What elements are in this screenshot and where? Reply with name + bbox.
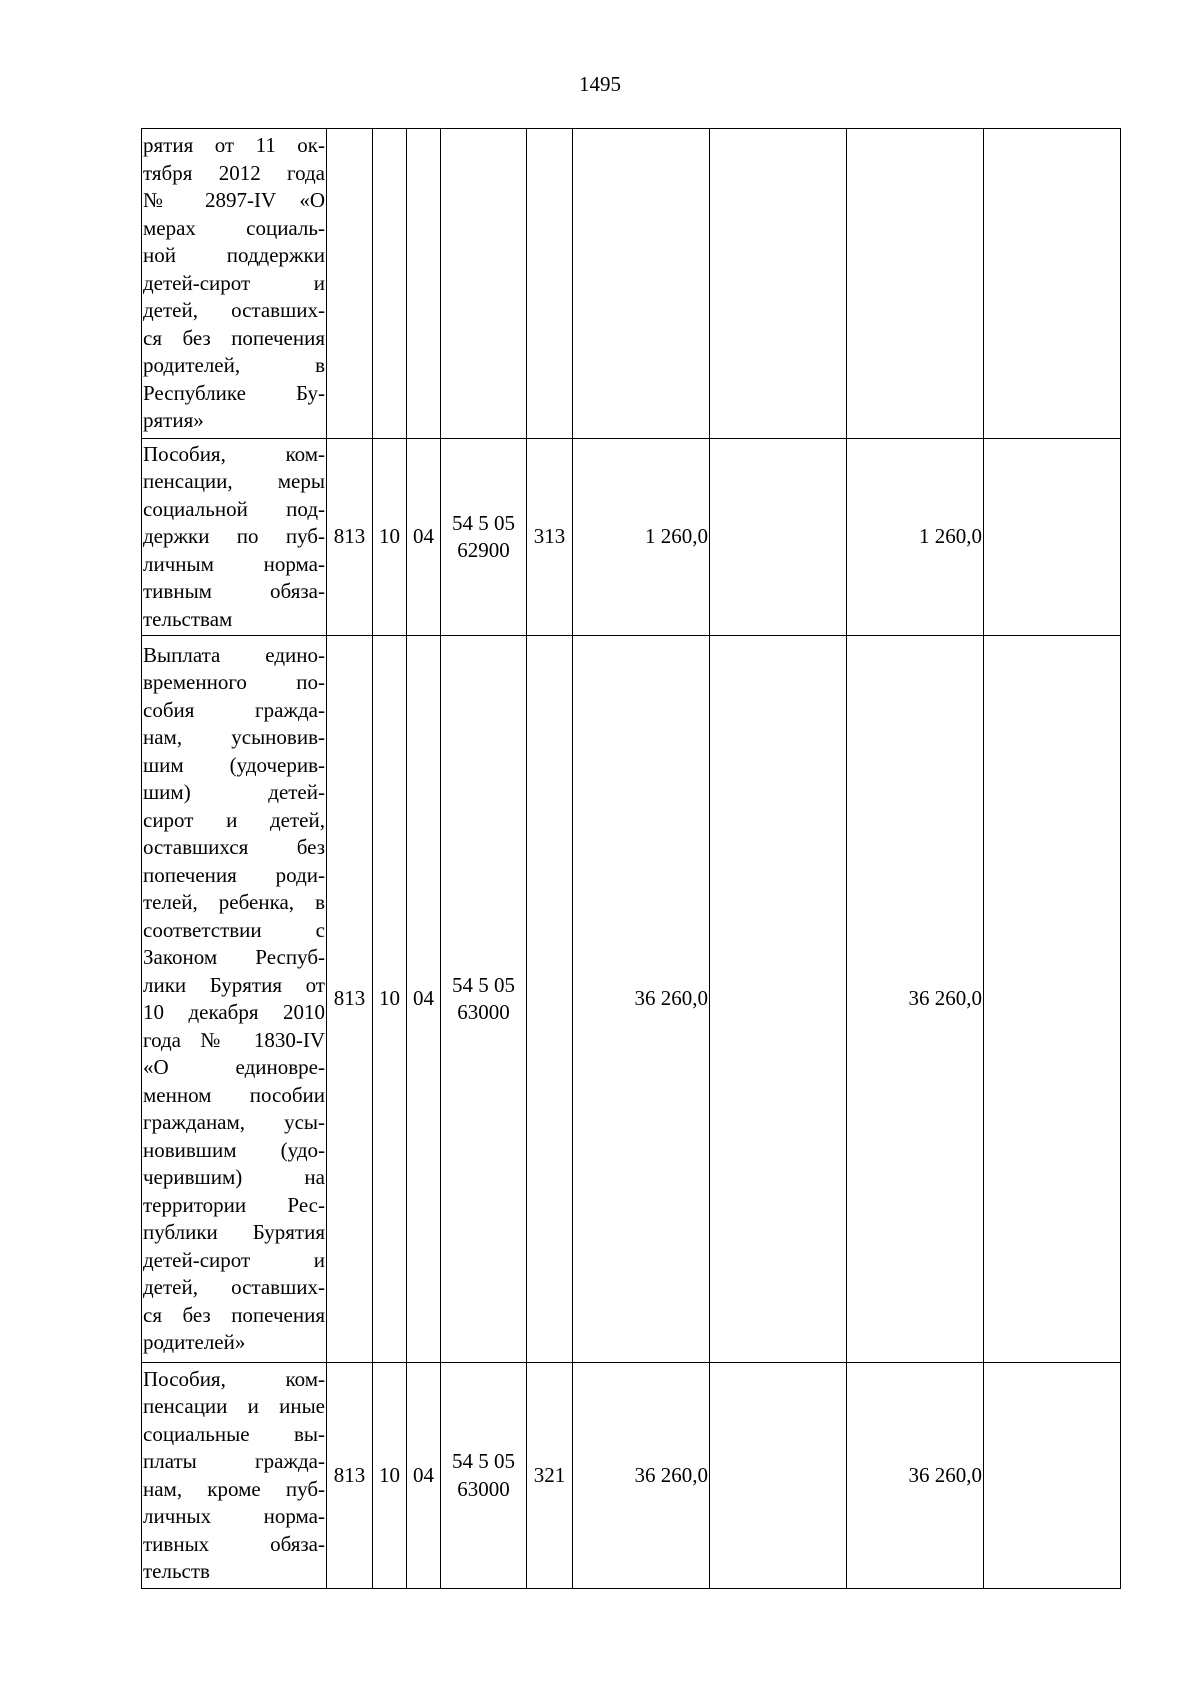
table-row	[142, 439, 1121, 636]
description-line: тября 2012 года	[143, 160, 325, 185]
description-line: ной поддержки	[143, 243, 325, 268]
description-line: телей, ребенка, в	[143, 890, 325, 914]
rz-cell: 10	[373, 439, 407, 636]
description-line: Законом Респуб-	[143, 945, 325, 969]
description-line: года № 1830-IV	[143, 1027, 325, 1052]
rz-cell: 10	[373, 1363, 407, 1589]
table-row	[142, 129, 1121, 439]
description-line: пенсации, меры	[143, 469, 325, 494]
pr-cell: 04	[407, 439, 441, 636]
sum-cell-3: 1 260,0	[847, 439, 984, 636]
csr-code-line2: 63000	[457, 1476, 510, 1501]
description-line: черившим) на	[143, 1165, 325, 1189]
description-line: шим) детей-	[143, 780, 325, 804]
description-line: новившим (удо-	[143, 1137, 325, 1162]
description-line: личным норма-	[143, 551, 325, 576]
description-line: детей, оставших-	[143, 1275, 325, 1299]
description-line: менном пособии	[143, 1082, 325, 1107]
ved-cell: 813	[327, 636, 373, 1363]
description-line: родителей, в	[143, 353, 325, 378]
csr-cell	[441, 439, 527, 636]
description-line: мерах социаль-	[143, 215, 325, 240]
description-line: родителей»	[143, 1330, 246, 1354]
sum-cell-1: 1 260,0	[573, 439, 710, 636]
sum-cell-1	[573, 129, 710, 439]
ved-cell: 813	[327, 1363, 373, 1589]
rz-cell	[373, 129, 407, 439]
description-line: № 2897-IV «О	[143, 188, 325, 213]
description-line: нам, усыновив-	[143, 725, 325, 749]
description-line: территории Рес-	[143, 1192, 325, 1217]
sum-cell-4	[984, 129, 1121, 439]
description-line: оставшихся без	[143, 835, 325, 859]
row-description	[142, 636, 327, 1363]
sum-cell-2	[710, 129, 847, 439]
description-line: социальные вы-	[143, 1421, 325, 1446]
vr-cell: 313	[527, 439, 573, 636]
pr-cell	[407, 129, 441, 439]
description-line: собия гражда-	[143, 697, 325, 722]
description-line: личных норма-	[143, 1504, 325, 1528]
pr-cell: 04	[407, 1363, 441, 1589]
ved-cell	[327, 129, 373, 439]
description-line: гражданам, усы-	[143, 1110, 325, 1134]
description-line: платы гражда-	[143, 1449, 325, 1473]
csr-code-line1: 54 5 05	[452, 972, 515, 997]
description-line: рятия»	[143, 408, 204, 433]
description-line: Пособия, ком-	[143, 1366, 325, 1391]
description-line: сирот и детей,	[143, 807, 325, 832]
description-line: шим (удочерив-	[143, 752, 325, 777]
description-line: временного по-	[143, 670, 325, 694]
sum-cell-2	[710, 439, 847, 636]
description-line: нам, кроме пуб-	[143, 1476, 325, 1501]
table-row	[142, 636, 1121, 1363]
rz-cell: 10	[373, 636, 407, 1363]
description-line: детей-сирот и	[143, 1247, 325, 1272]
description-line: социальной под-	[143, 496, 325, 521]
description-line: Выплата едино-	[143, 642, 325, 667]
sum-cell-3: 36 260,0	[847, 1363, 984, 1589]
table-row	[142, 1363, 1121, 1589]
sum-cell-3	[847, 129, 984, 439]
description-line: лики Бурятия от	[143, 972, 325, 997]
csr-code-line1: 54 5 05	[452, 1449, 515, 1473]
sum-cell-1: 36 260,0	[573, 1363, 710, 1589]
pr-cell: 04	[407, 636, 441, 1363]
description-line: тивным обяза-	[143, 579, 325, 604]
sum-cell-4	[984, 636, 1121, 1363]
vr-cell	[527, 129, 573, 439]
description-line: держки по пуб-	[143, 524, 325, 549]
sum-cell-3: 36 260,0	[847, 636, 984, 1363]
description-line: Пособия, ком-	[143, 441, 325, 466]
row-description	[142, 1363, 327, 1589]
sum-cell-4	[984, 439, 1121, 636]
description-line: тельств	[143, 1559, 210, 1583]
csr-code-line2: 63000	[457, 1000, 510, 1024]
sum-cell-4	[984, 1363, 1121, 1589]
description-line: публики Бурятия	[143, 1220, 325, 1244]
description-line: Республике Бу-	[143, 380, 325, 405]
description-line: «О единовре-	[143, 1055, 325, 1079]
description-line: детей, оставших-	[143, 298, 325, 323]
description-line: 10 декабря 2010	[143, 1000, 325, 1024]
description-line: тельствам	[143, 606, 233, 631]
csr-code-line2: 62900	[457, 538, 510, 562]
sum-cell-2	[710, 636, 847, 1363]
page-number: 1495	[579, 72, 621, 96]
description-line: тивных обяза-	[143, 1531, 325, 1556]
description-line: детей-сирот и	[143, 270, 325, 295]
ved-cell: 813	[327, 439, 373, 636]
csr-cell	[441, 129, 527, 439]
description-line: попечения роди-	[143, 862, 325, 887]
sum-cell-1: 36 260,0	[573, 636, 710, 1363]
description-line: ся без попечения	[143, 325, 325, 350]
csr-cell	[441, 1363, 527, 1589]
budget-table	[141, 128, 1121, 1589]
row-description	[142, 439, 327, 636]
description-line: рятия от 11 ок-	[143, 133, 325, 158]
vr-cell	[527, 636, 573, 1363]
vr-cell: 321	[527, 1363, 573, 1589]
description-line: ся без попечения	[143, 1302, 325, 1327]
description-line: пенсации и иные	[143, 1394, 325, 1418]
csr-code-line1: 54 5 05	[452, 510, 515, 535]
row-description	[142, 129, 327, 439]
csr-cell	[441, 636, 527, 1363]
description-line: соответствии с	[143, 917, 325, 942]
sum-cell-2	[710, 1363, 847, 1589]
